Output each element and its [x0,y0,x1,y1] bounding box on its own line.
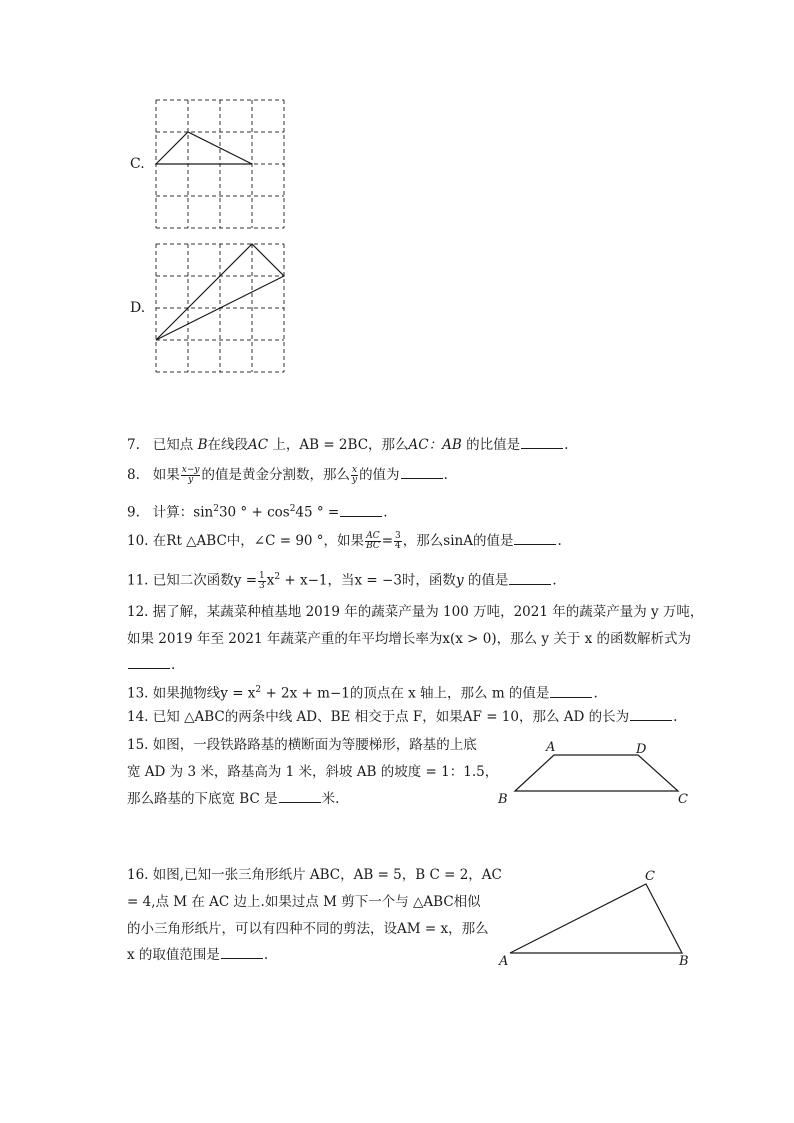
question-12-line3: . [127,656,175,674]
label-d: D [636,742,647,757]
label-b: B [679,954,689,969]
question-11: 11. 已知二次函数y = $\frac{1}{3}$ $x^2 + x-1$，当x = −3时，函数y 的值是 . [127,570,557,591]
answer-blank-16 [221,946,263,959]
answer-blank-7 [521,436,563,449]
option-d-label: D. [130,300,146,316]
question-14: 14. 已知 △ABC的两条中线 AD、BE 相交于点 F，如果AF = 10，那么 AD 的长为 . [127,709,678,725]
question-15-line3: 那么路基的下底宽 BC 是 米. [127,791,340,807]
trapezoid-shape [515,755,678,791]
answer-blank-12 [128,656,170,669]
answer-blank-13 [550,685,592,698]
answer-blank-9 [340,504,382,517]
question-15-line2: 宽 AD 为 3 米，路基高为 1 米，斜坡 AB 的坡度 = 1：1.5， [127,764,499,780]
label-c: C [678,792,688,807]
question-10: 10. 在Rt △ABC中，∠C = 90 °，如果 $\frac{AC}{BC}$ = $\frac{3}{4}$ ，那么sinA的值是 . [127,531,562,551]
option-c-triangle [156,132,252,164]
option-c-label: C. [130,156,145,172]
question-12-line1: 12. 据了解，某蔬菜种植基地 2019 年的蔬菜产量为 100 万吨，2021 年的蔬菜产量为 y 万吨， [127,604,704,620]
question-9: 9. 计算：$\sin^230$ ° + $\cos^245$ ° = . [127,504,388,521]
question-16-line1: 16. 如图,已知一张三角形纸片 ABC，AB = 5，B C = 2，AC [127,867,502,883]
question-16-line3: 的小三角形纸片，可以有四种不同的剪法，设AM = x，那么 [127,921,489,937]
triangle-abc-shape [510,884,682,953]
question-16-line4: x 的取值范围是 . [127,947,269,963]
triangle-abc-figure [495,866,705,971]
answer-blank-14 [630,708,672,721]
answer-blank-10 [514,532,556,545]
question-7: 7. 已知点 B在线段AC 上，AB = 2BC，那么AC：AB 的比值是 . [127,437,569,453]
option-c-grid-figure [150,96,290,232]
label-c: C [645,869,655,884]
answer-blank-8 [401,466,443,479]
label-a: A [499,954,509,969]
question-16-line2: = 4,点 M 在 AC 边上.如果过点 M 剪下一个与 △ABC相似 [127,894,481,910]
trapezoid-figure [490,735,710,815]
question-15-line1: 15. 如图，一段铁路路基的横断面为等腰梯形，路基的上底 [127,737,477,753]
question-8: 8. 如果 $\frac{x-y}{y}$ 的值是黄金分割数，那么 $\frac{x}{y}$ 的值为 . [127,465,448,485]
option-d-grid-figure [150,240,290,376]
label-b: B [498,792,508,807]
question-12-line2: 如果 2019 年至 2021 年蔬菜产重的年平均增长率为x(x > 0)，那么 y 关于 x 的函数解析式为 [127,631,692,647]
answer-blank-15 [279,790,321,803]
answer-blank-11 [509,572,551,585]
label-a: A [546,740,556,755]
question-13: 13. 如果抛物线$y = x^2 + 2x + m-1$的顶点在 x 轴上，那么 m 的值是 . [127,685,598,702]
